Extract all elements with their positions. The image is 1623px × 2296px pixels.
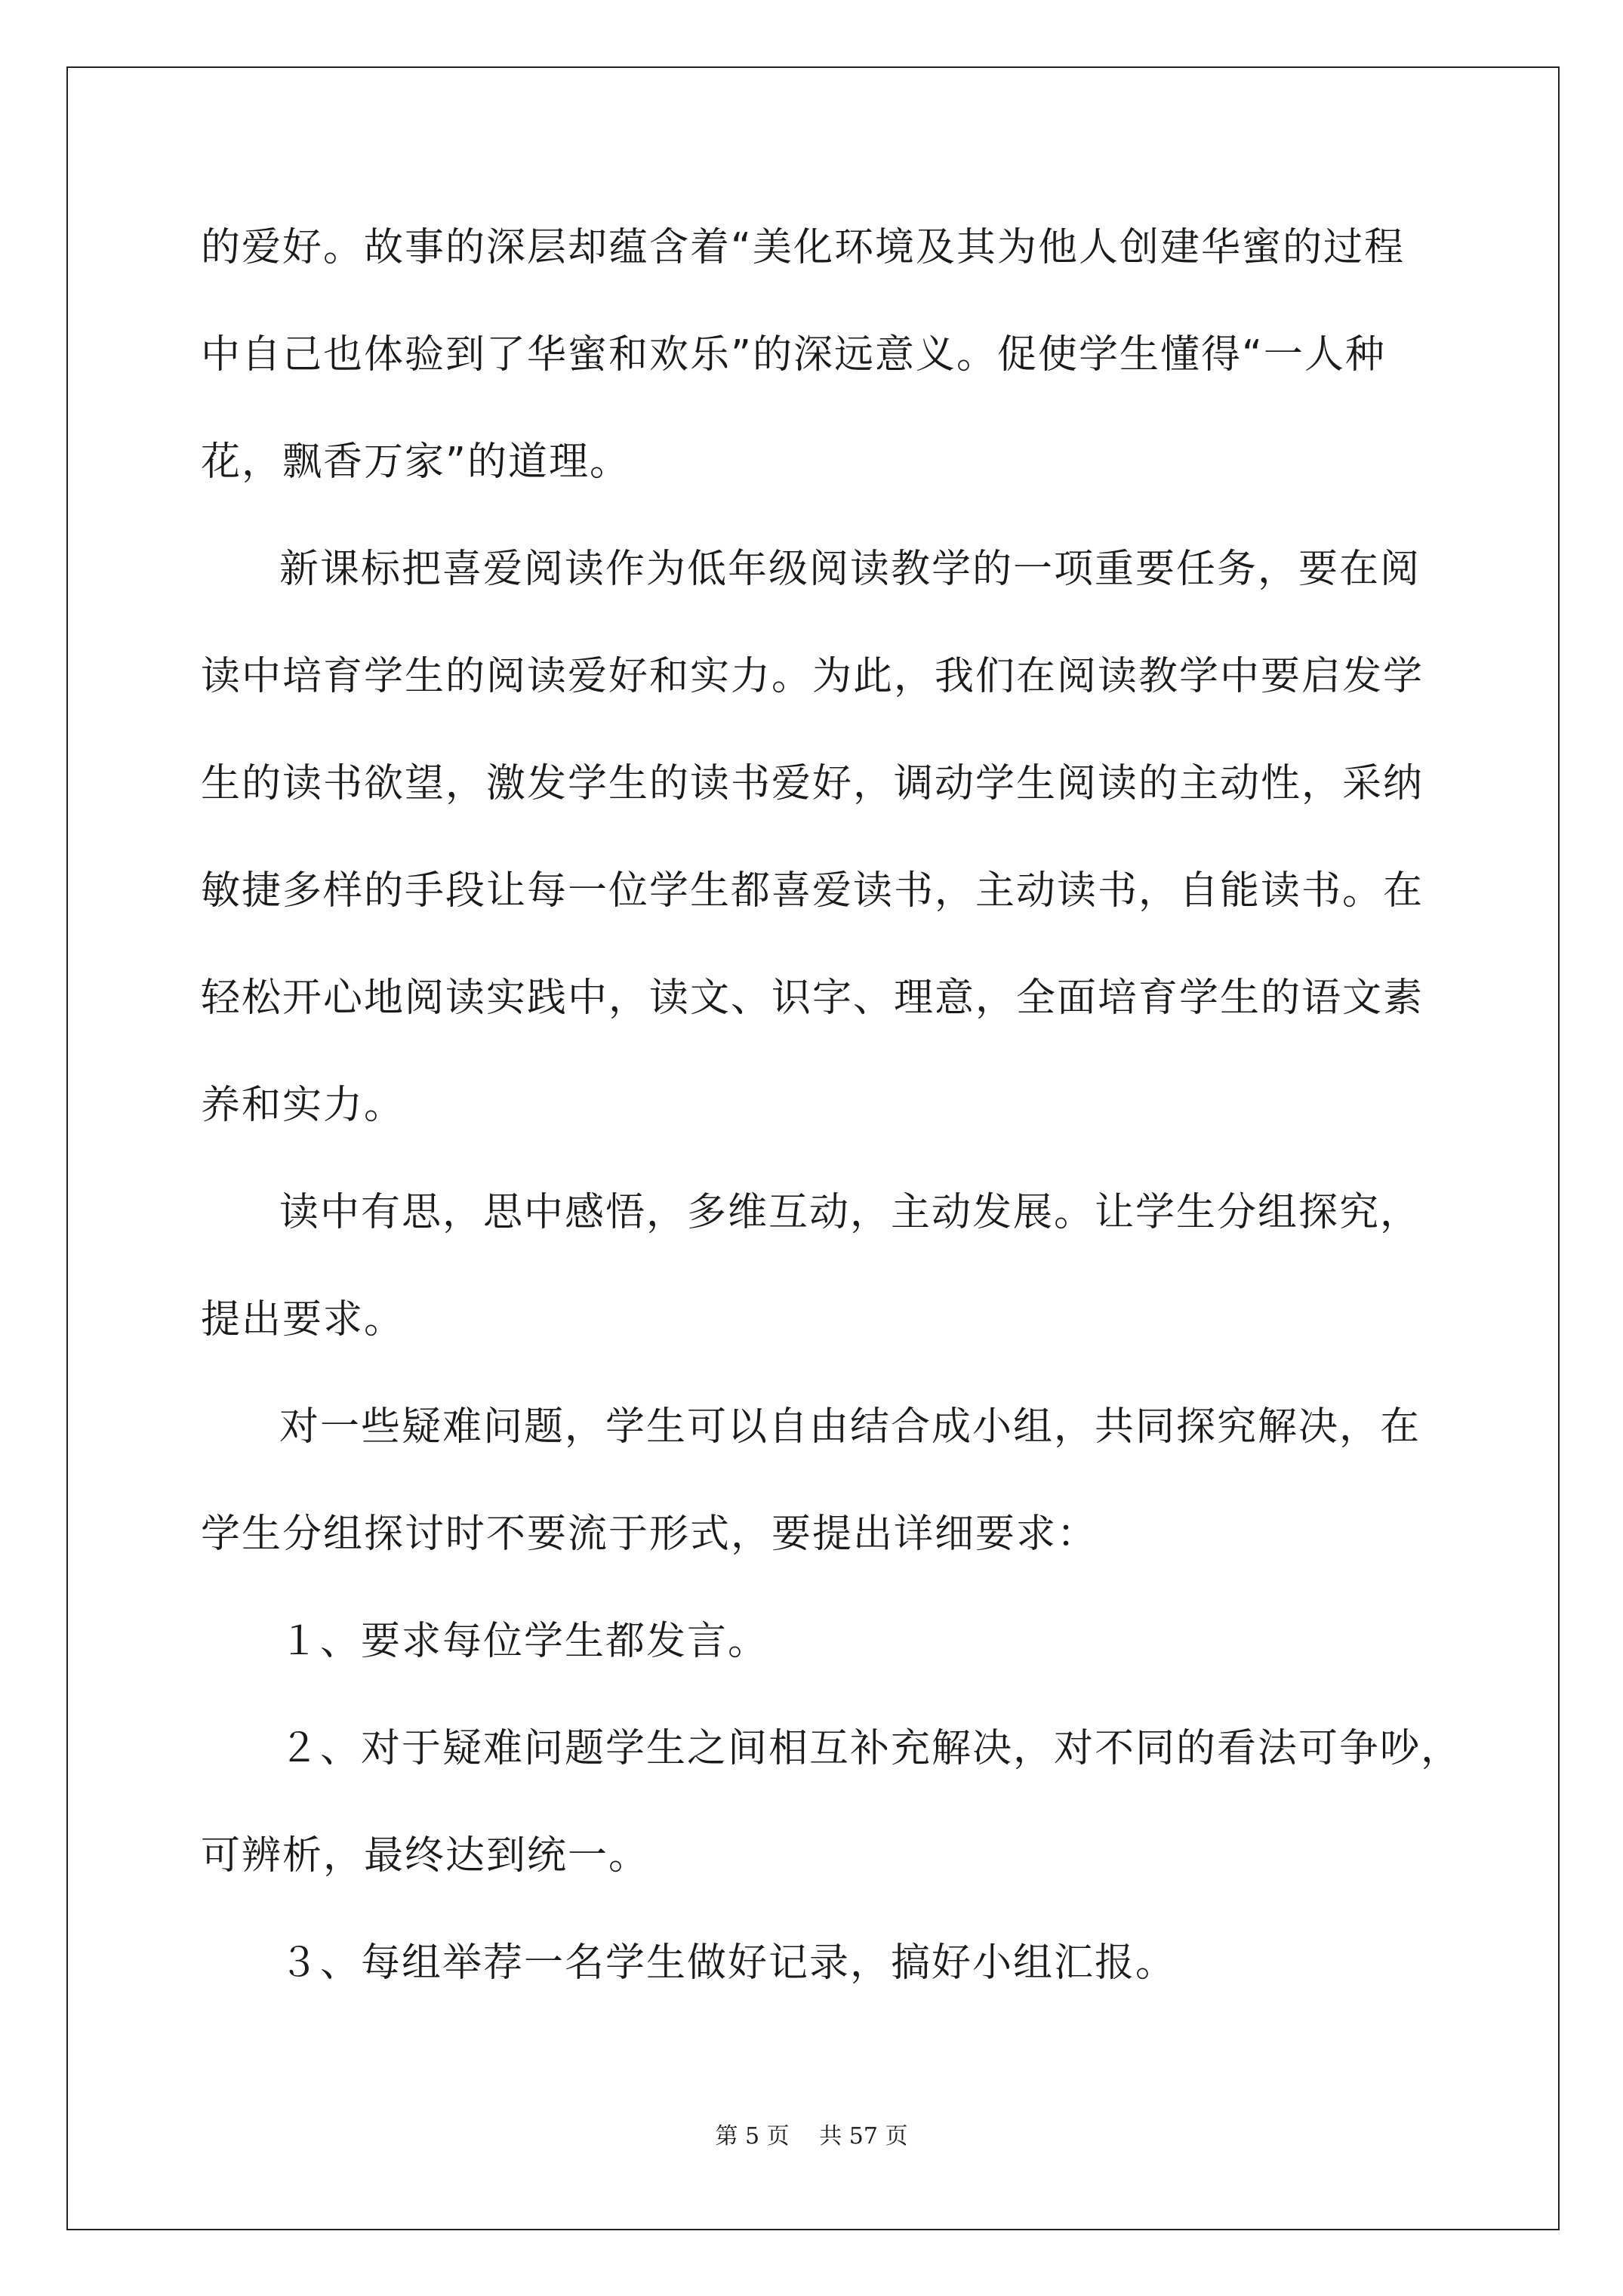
text-line: 提出要求。 bbox=[201, 1297, 405, 1342]
text-line: 新课标把喜爱阅读作为低年级阅读教学的一项重要任务，要在阅 bbox=[279, 547, 1421, 592]
text-line: ２、对于疑难问题学生之间相互补充解决，对不同的看法可争吵， bbox=[279, 1726, 1462, 1771]
text-line: 养和实力。 bbox=[201, 1083, 405, 1128]
text-line: 的爱好。故事的深层却蕴含着“美化环境及其为他人创建华蜜的过程 bbox=[201, 225, 1405, 270]
text-line: 读中有思，思中感悟，多维互动，主动发展。让学生分组探究， bbox=[279, 1190, 1421, 1235]
text-line: 生的读书欲望，激发学生的读书爱好，调动学生阅读的主动性，采纳 bbox=[201, 761, 1424, 806]
text-line: 轻松开心地阅读实践中，读文、识字、理意，全面培育学生的语文素 bbox=[201, 975, 1424, 1021]
text-line: 花，飘香万家”的道理。 bbox=[201, 439, 630, 485]
text-line: 对一些疑难问题，学生可以自由结合成小组，共同探究解决，在 bbox=[279, 1404, 1421, 1450]
text-line: 可辨析，最终达到统一。 bbox=[201, 1833, 650, 1878]
text-line: 中自己也体验到了华蜜和欢乐”的深远意义。促使学生懂得“一人种 bbox=[201, 332, 1386, 378]
page-number-footer: 第 5 页 共 57 页 bbox=[715, 2123, 908, 2150]
text-line: １、要求每位学生都发言。 bbox=[279, 1619, 769, 1664]
text-line: 读中培育学生的阅读爱好和实力。为此，我们在阅读教学中要启发学 bbox=[201, 654, 1424, 699]
text-line: 敏捷多样的手段让每一位学生都喜爱读书，主动读书，自能读书。在 bbox=[201, 868, 1424, 914]
text-line: 学生分组探讨时不要流于形式，要提出详细要求： bbox=[201, 1512, 1098, 1557]
text-line: ３、每组举荐一名学生做好记录，搞好小组汇报。 bbox=[279, 1940, 1177, 1986]
page-border bbox=[66, 66, 1560, 2230]
